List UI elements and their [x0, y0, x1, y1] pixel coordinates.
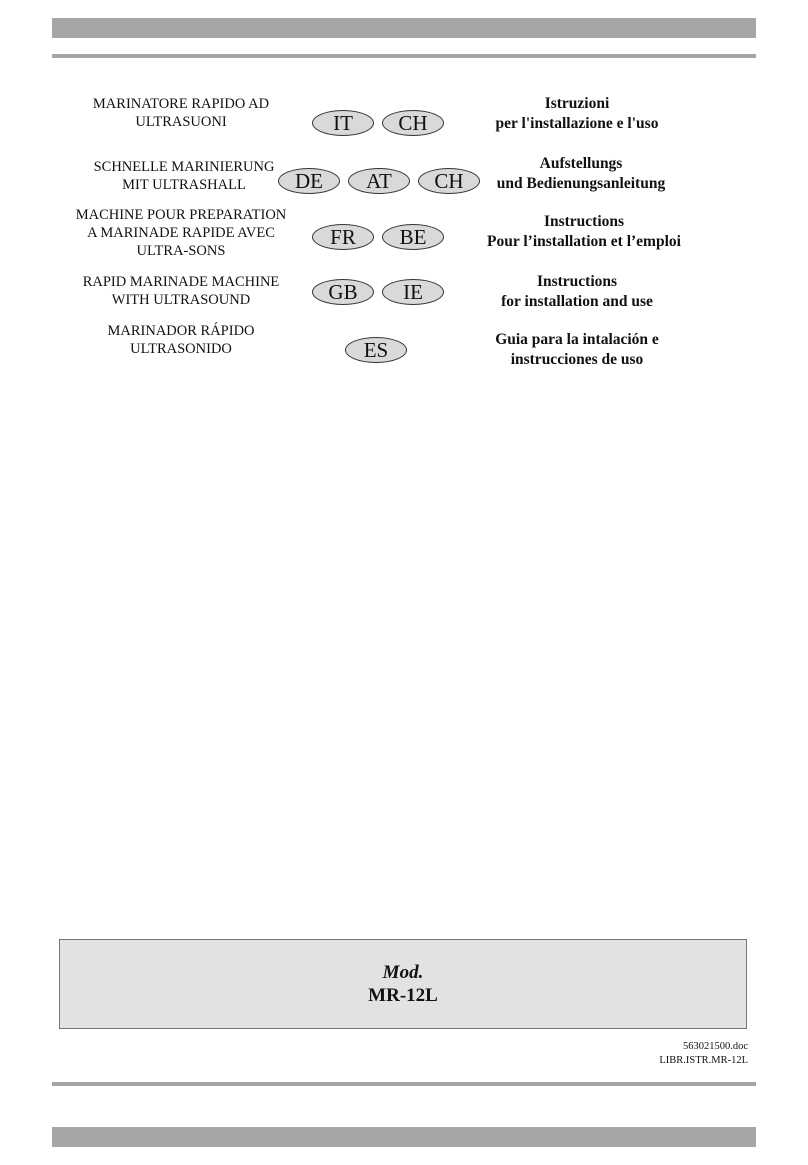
footer-rule: [52, 1082, 756, 1086]
instructions-line: Pour l’installation et l’emploi: [487, 233, 681, 250]
country-badge-it: IT: [312, 110, 374, 136]
country-badge-de: DE: [278, 168, 340, 194]
description-line: ULTRASONIDO: [130, 341, 232, 357]
document-reference: [659, 1040, 748, 1068]
description-line: MIT ULTRASHALL: [122, 177, 246, 193]
document-code: LIBR.ISTR.MR-12L: [659, 1055, 748, 1066]
country-badge-gb: GB: [312, 279, 374, 305]
instructions-line: Guia para la intalación e: [495, 331, 659, 348]
model-prefix: Mod.: [382, 962, 424, 983]
instructions-line: Aufstellungs: [539, 155, 623, 172]
instructions-title: [470, 154, 692, 194]
product-description: [59, 158, 309, 194]
instructions-title: [466, 94, 688, 134]
footer-band: [52, 1127, 756, 1147]
instructions-title: [466, 212, 702, 252]
document-file: 563021500.doc: [682, 1041, 748, 1052]
instructions-title: [466, 330, 688, 370]
description-line: MACHINE POUR PREPARATION: [75, 207, 287, 223]
description-line: MARINADOR RÁPIDO: [107, 323, 255, 339]
instructions-line: per l'installazione e l'uso: [495, 115, 659, 132]
description-line: WITH ULTRASOUND: [111, 292, 251, 308]
instructions-line: und Bedienungsanleitung: [496, 175, 666, 192]
instructions-title: [466, 272, 688, 312]
instructions-line: instrucciones de uso: [510, 351, 644, 368]
header-band: [52, 18, 756, 38]
instructions-line: Instructions: [543, 213, 625, 230]
country-badge-ch: CH: [418, 168, 480, 194]
country-badge-at: AT: [348, 168, 410, 194]
product-description: [56, 273, 306, 309]
model-name: MR-12L: [368, 985, 438, 1006]
country-badge-es: ES: [345, 337, 407, 363]
instructions-line: Instructions: [536, 273, 618, 290]
description-line: ULTRASUONI: [135, 114, 227, 130]
description-line: ULTRA-SONS: [136, 243, 226, 259]
country-badge-fr: FR: [312, 224, 374, 250]
country-badge-ch: CH: [382, 110, 444, 136]
description-line: SCHNELLE MARINIERUNG: [93, 159, 275, 175]
instructions-line: Istruzioni: [544, 95, 610, 112]
instructions-line: for installation and use: [501, 293, 653, 310]
country-badge-be: BE: [382, 224, 444, 250]
product-description: [56, 322, 306, 358]
description-line: RAPID MARINADE MACHINE: [82, 274, 280, 290]
product-description: [56, 95, 306, 131]
country-badge-ie: IE: [382, 279, 444, 305]
header-rule: [52, 54, 756, 58]
description-line: MARINATORE RAPIDO AD: [92, 96, 270, 112]
model-box: [59, 939, 747, 1029]
description-line: A MARINADE RAPIDE AVEC: [87, 225, 275, 241]
product-description: [56, 206, 306, 260]
